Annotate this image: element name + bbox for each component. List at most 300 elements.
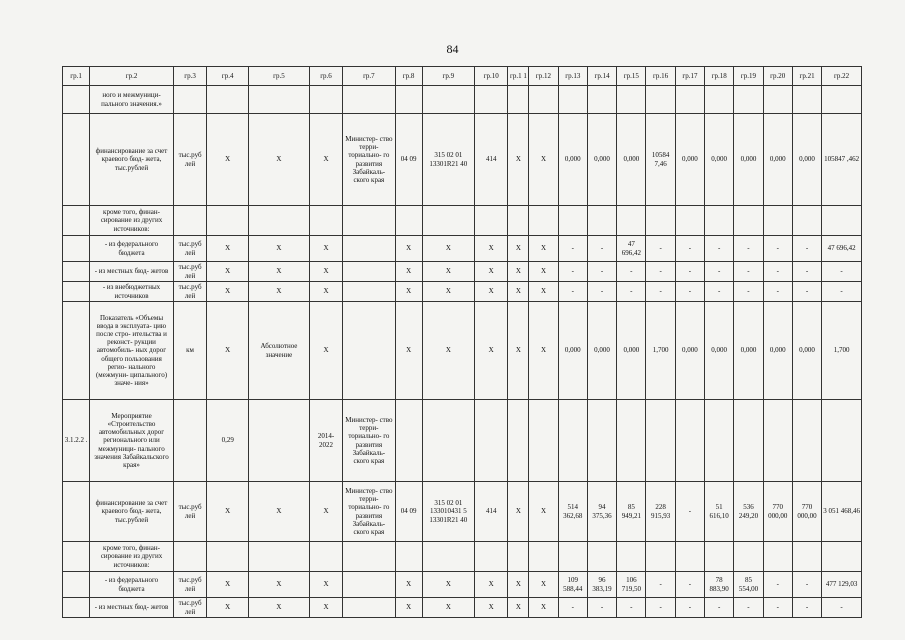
table-cell bbox=[734, 542, 763, 572]
table-cell: Х bbox=[395, 282, 422, 302]
table-cell: 228 915,93 bbox=[646, 482, 675, 542]
table-cell bbox=[63, 302, 90, 400]
table-cell bbox=[587, 206, 616, 236]
table-cell: - bbox=[646, 572, 675, 598]
table-cell: - bbox=[822, 598, 862, 618]
column-header: гр.21 bbox=[792, 67, 821, 86]
table-cell: - bbox=[675, 282, 704, 302]
table-cell bbox=[63, 482, 90, 542]
table-cell: Министер- ство терри- ториально- го развития Забайкаль- ского края bbox=[343, 482, 395, 542]
table-cell bbox=[249, 542, 310, 572]
table-cell: Х bbox=[249, 236, 310, 262]
table-cell: 477 129,03 bbox=[822, 572, 862, 598]
table-cell bbox=[508, 86, 529, 114]
table-cell: - из местных бюд- жетов bbox=[90, 262, 174, 282]
table-cell: Х bbox=[508, 262, 529, 282]
table-cell bbox=[822, 542, 862, 572]
table-cell: Х bbox=[508, 114, 529, 206]
table-cell: - bbox=[705, 262, 734, 282]
table-cell: Х bbox=[249, 114, 310, 206]
table-cell: - bbox=[822, 282, 862, 302]
table-cell bbox=[734, 400, 763, 482]
table-cell: 1,700 bbox=[822, 302, 862, 400]
table-cell: - bbox=[792, 282, 821, 302]
table-cell: Х bbox=[422, 282, 474, 302]
table-cell bbox=[422, 542, 474, 572]
table-cell: 0,000 bbox=[587, 114, 616, 206]
table-cell: - из местных бюд- жетов bbox=[90, 598, 174, 618]
table-cell bbox=[646, 206, 675, 236]
table-cell: 3.1.2.2 . bbox=[63, 400, 90, 482]
table-cell: Х bbox=[309, 114, 342, 206]
table-cell: - bbox=[587, 282, 616, 302]
table-cell: - bbox=[558, 236, 587, 262]
table-cell: Х bbox=[207, 236, 249, 262]
table-cell: кроме того, финан- сирование из других источников: bbox=[90, 206, 174, 236]
table-cell bbox=[173, 86, 206, 114]
table-cell: 514 362,68 bbox=[558, 482, 587, 542]
table-cell: Х bbox=[529, 482, 558, 542]
table-cell: 1,700 bbox=[646, 302, 675, 400]
table-cell: Х bbox=[395, 262, 422, 282]
table-cell: Х bbox=[207, 572, 249, 598]
table-cell: 3 051 468,46 bbox=[822, 482, 862, 542]
table-cell: - bbox=[675, 236, 704, 262]
table-cell bbox=[343, 206, 395, 236]
column-header: гр.6 bbox=[309, 67, 342, 86]
table-cell bbox=[822, 206, 862, 236]
table-cell: Х bbox=[395, 236, 422, 262]
table-cell: - bbox=[675, 262, 704, 282]
table-cell: - bbox=[792, 598, 821, 618]
table-cell bbox=[474, 400, 507, 482]
column-header: гр.13 bbox=[558, 67, 587, 86]
table-cell: 770 000,00 bbox=[792, 482, 821, 542]
table-cell bbox=[558, 400, 587, 482]
table-cell: 0,000 bbox=[734, 302, 763, 400]
table-cell bbox=[395, 86, 422, 114]
table-cell: 04 09 bbox=[395, 114, 422, 206]
table-cell: Х bbox=[249, 262, 310, 282]
table-cell: Х bbox=[309, 262, 342, 282]
table-row bbox=[63, 482, 862, 542]
table-cell: 0,000 bbox=[763, 302, 792, 400]
table-cell: 78 883,90 bbox=[705, 572, 734, 598]
table-cell bbox=[734, 86, 763, 114]
table-cell: Х bbox=[508, 572, 529, 598]
table-cell: - bbox=[705, 282, 734, 302]
table-cell bbox=[207, 86, 249, 114]
column-header: гр.20 bbox=[763, 67, 792, 86]
table-cell: - bbox=[792, 262, 821, 282]
table-cell bbox=[173, 542, 206, 572]
table-cell: 105847 ,462 bbox=[822, 114, 862, 206]
table-cell: Х bbox=[508, 598, 529, 618]
table-cell bbox=[587, 542, 616, 572]
table-cell: 85 949,21 bbox=[617, 482, 646, 542]
column-header: гр.1 bbox=[63, 67, 90, 86]
table-cell bbox=[63, 282, 90, 302]
table-cell: Мероприятие «Строительство автомобильных дорог регионального или межмуници- пального значения Забайкальского края» bbox=[90, 400, 174, 482]
table-cell: 10584 7,46 bbox=[646, 114, 675, 206]
table-cell bbox=[343, 236, 395, 262]
table-cell: Х bbox=[529, 572, 558, 598]
table-cell: 04 09 bbox=[395, 482, 422, 542]
table-cell: 0,000 bbox=[617, 302, 646, 400]
table-cell bbox=[558, 86, 587, 114]
table-cell: Х bbox=[207, 282, 249, 302]
table-cell bbox=[63, 598, 90, 618]
table-cell bbox=[395, 400, 422, 482]
table-cell: Х bbox=[529, 236, 558, 262]
table-cell bbox=[792, 86, 821, 114]
table-cell bbox=[508, 400, 529, 482]
column-header: гр.17 bbox=[675, 67, 704, 86]
table-cell bbox=[309, 542, 342, 572]
table-cell bbox=[309, 206, 342, 236]
table-row bbox=[63, 86, 862, 114]
table-cell bbox=[763, 400, 792, 482]
table-cell: 315 02 01 133010431 5 13301R21 40 bbox=[422, 482, 474, 542]
table-cell: 0,000 bbox=[763, 114, 792, 206]
table-cell: Х bbox=[474, 236, 507, 262]
table-cell: км bbox=[173, 302, 206, 400]
table-cell bbox=[792, 206, 821, 236]
table-cell bbox=[343, 302, 395, 400]
table-cell bbox=[63, 206, 90, 236]
table-cell bbox=[395, 542, 422, 572]
table-cell: 85 554,00 bbox=[734, 572, 763, 598]
column-header: гр.4 bbox=[207, 67, 249, 86]
table-cell bbox=[646, 86, 675, 114]
table-cell bbox=[675, 400, 704, 482]
table-cell: 96 383,19 bbox=[587, 572, 616, 598]
table-cell: - bbox=[763, 572, 792, 598]
table-cell: - bbox=[734, 598, 763, 618]
table-cell bbox=[63, 542, 90, 572]
table-cell: Х bbox=[529, 282, 558, 302]
table-cell: 770 000,00 bbox=[763, 482, 792, 542]
table-cell: Показатель «Объемы ввода в эксплуата- цию после стро- ительства и реконст- рукции автомобиль- ных дорог общего пользования регио- нального (межмуни- ципального) значе- ния» bbox=[90, 302, 174, 400]
table-cell: Х bbox=[207, 302, 249, 400]
table-cell: Х bbox=[529, 598, 558, 618]
table-row bbox=[63, 572, 862, 598]
table-cell bbox=[587, 86, 616, 114]
table-cell bbox=[63, 262, 90, 282]
table-cell bbox=[705, 400, 734, 482]
table-cell bbox=[792, 400, 821, 482]
table-cell: тыс.руб лей bbox=[173, 598, 206, 618]
table-cell: Х bbox=[422, 598, 474, 618]
table-cell: - bbox=[734, 236, 763, 262]
table-cell: - bbox=[792, 236, 821, 262]
table-cell bbox=[422, 400, 474, 482]
table-cell: Х bbox=[309, 236, 342, 262]
table-cell: - bbox=[646, 598, 675, 618]
table-cell bbox=[173, 206, 206, 236]
table-cell: - bbox=[675, 572, 704, 598]
table-cell: Х bbox=[207, 262, 249, 282]
table-cell: 47 696,42 bbox=[617, 236, 646, 262]
table-cell bbox=[734, 206, 763, 236]
table-cell: кроме того, финан- сирование из других источников: bbox=[90, 542, 174, 572]
table-cell: 0,000 bbox=[587, 302, 616, 400]
table-cell: 0,000 bbox=[734, 114, 763, 206]
table-cell bbox=[474, 542, 507, 572]
table-cell: Х bbox=[395, 302, 422, 400]
table-cell: 51 616,10 bbox=[705, 482, 734, 542]
table-cell: 414 bbox=[474, 114, 507, 206]
page-number: 84 bbox=[446, 42, 459, 56]
table-cell: - из внебюджетных источников bbox=[90, 282, 174, 302]
table-cell: - bbox=[617, 598, 646, 618]
table-cell: Х bbox=[309, 282, 342, 302]
table-row bbox=[63, 542, 862, 572]
table-cell bbox=[173, 400, 206, 482]
table-cell: тыс.руб лей bbox=[173, 114, 206, 206]
table-cell bbox=[529, 206, 558, 236]
table-cell: - bbox=[646, 236, 675, 262]
table-cell: 47 696,42 bbox=[822, 236, 862, 262]
table-cell: - bbox=[587, 262, 616, 282]
table-cell bbox=[63, 86, 90, 114]
table-cell: - bbox=[558, 282, 587, 302]
table-cell: тыс.руб лей bbox=[173, 262, 206, 282]
table-cell bbox=[705, 86, 734, 114]
table-cell: Х bbox=[508, 236, 529, 262]
table-row bbox=[63, 282, 862, 302]
table-cell bbox=[617, 86, 646, 114]
table-cell bbox=[617, 206, 646, 236]
table-row bbox=[63, 114, 862, 206]
table-cell: Х bbox=[395, 572, 422, 598]
table-cell: тыс.руб лей bbox=[173, 236, 206, 262]
column-header: гр.5 bbox=[249, 67, 310, 86]
table-cell bbox=[617, 542, 646, 572]
table-cell: Х bbox=[422, 236, 474, 262]
table-cell: 0,000 bbox=[705, 302, 734, 400]
table-cell: - bbox=[558, 262, 587, 282]
table-cell bbox=[646, 400, 675, 482]
table-cell bbox=[343, 542, 395, 572]
table-row bbox=[63, 302, 862, 400]
table-cell: - bbox=[617, 262, 646, 282]
table-cell: - bbox=[792, 572, 821, 598]
table-cell: Х bbox=[207, 114, 249, 206]
table-cell bbox=[207, 206, 249, 236]
table-cell: Х bbox=[474, 262, 507, 282]
table-cell bbox=[474, 86, 507, 114]
table-cell: Министер- ство терри- ториально- го развития Забайкаль- ского края bbox=[343, 400, 395, 482]
table-cell: Х bbox=[474, 598, 507, 618]
table-cell: Х bbox=[529, 262, 558, 282]
table-cell: Х bbox=[207, 482, 249, 542]
column-header: гр.1 1 bbox=[508, 67, 529, 86]
column-header: гр.16 bbox=[646, 67, 675, 86]
table-cell bbox=[675, 206, 704, 236]
table-cell: - bbox=[734, 282, 763, 302]
table-cell bbox=[474, 206, 507, 236]
table-cell bbox=[792, 542, 821, 572]
table-cell bbox=[63, 572, 90, 598]
table-cell: 315 02 01 13301R21 40 bbox=[422, 114, 474, 206]
table-cell bbox=[508, 206, 529, 236]
table-row bbox=[63, 236, 862, 262]
table-cell: 0,000 bbox=[792, 302, 821, 400]
table-cell: финансирование за счет краевого бюд- жета, тыс.рублей bbox=[90, 114, 174, 206]
table-cell: ного и межмуници- пального значения.» bbox=[90, 86, 174, 114]
table-cell: - bbox=[587, 236, 616, 262]
table-cell: 0,000 bbox=[792, 114, 821, 206]
table-cell bbox=[558, 206, 587, 236]
table-cell bbox=[587, 400, 616, 482]
table-cell: 0,29 bbox=[207, 400, 249, 482]
table-cell: Х bbox=[249, 482, 310, 542]
table-cell: Х bbox=[474, 302, 507, 400]
table-cell: финансирование за счет краевого бюд- жета, тыс.рублей bbox=[90, 482, 174, 542]
table-cell: - bbox=[646, 282, 675, 302]
column-header: гр.15 bbox=[617, 67, 646, 86]
table-cell: 2014- 2022 bbox=[309, 400, 342, 482]
table-cell bbox=[675, 86, 704, 114]
table-cell bbox=[558, 542, 587, 572]
column-header: гр.3 bbox=[173, 67, 206, 86]
table-cell bbox=[822, 86, 862, 114]
table-cell: Х bbox=[207, 598, 249, 618]
table-cell: тыс.руб лей bbox=[173, 282, 206, 302]
table-cell: тыс.руб лей bbox=[173, 572, 206, 598]
table-cell: Х bbox=[249, 282, 310, 302]
table-cell bbox=[63, 236, 90, 262]
table-cell: - bbox=[617, 282, 646, 302]
table-cell: - bbox=[763, 282, 792, 302]
table-cell bbox=[705, 542, 734, 572]
table-cell bbox=[395, 206, 422, 236]
table-cell: - bbox=[763, 598, 792, 618]
table-cell: - bbox=[646, 262, 675, 282]
table-cell: 0,000 bbox=[675, 302, 704, 400]
column-header: гр.9 bbox=[422, 67, 474, 86]
table-cell bbox=[763, 86, 792, 114]
table-cell: Х bbox=[309, 302, 342, 400]
table-cell bbox=[249, 400, 310, 482]
table-cell: Министер- ство терри- ториально- го развития Забайкаль- ского края bbox=[343, 114, 395, 206]
table-cell: - bbox=[675, 482, 704, 542]
table-cell: - bbox=[705, 236, 734, 262]
table-cell: Х bbox=[529, 302, 558, 400]
column-header: гр.14 bbox=[587, 67, 616, 86]
table-cell: - bbox=[734, 262, 763, 282]
table-cell: 0,000 bbox=[675, 114, 704, 206]
table-cell: 0,000 bbox=[558, 114, 587, 206]
table-cell: тыс.руб лей bbox=[173, 482, 206, 542]
table-cell: Х bbox=[395, 598, 422, 618]
table-cell: - bbox=[763, 236, 792, 262]
column-header: гр.18 bbox=[705, 67, 734, 86]
table-cell: - bbox=[587, 598, 616, 618]
column-header: гр.19 bbox=[734, 67, 763, 86]
table-cell bbox=[343, 572, 395, 598]
table-row bbox=[63, 262, 862, 282]
table-cell: - bbox=[822, 262, 862, 282]
column-header: гр.2 bbox=[90, 67, 174, 86]
table-cell: Х bbox=[529, 114, 558, 206]
table-cell: - bbox=[763, 262, 792, 282]
table-cell bbox=[343, 262, 395, 282]
table-cell bbox=[675, 542, 704, 572]
table-row bbox=[63, 206, 862, 236]
table-cell: 0,000 bbox=[705, 114, 734, 206]
table-cell: - bbox=[675, 598, 704, 618]
table-cell: - из федерального бюджета bbox=[90, 236, 174, 262]
table-cell: Х bbox=[508, 482, 529, 542]
table-cell bbox=[309, 86, 342, 114]
table-cell bbox=[529, 86, 558, 114]
table-cell: Х bbox=[422, 262, 474, 282]
table-cell bbox=[822, 400, 862, 482]
table-cell: Х bbox=[422, 572, 474, 598]
table-cell bbox=[763, 206, 792, 236]
table-cell: - bbox=[558, 598, 587, 618]
table-cell bbox=[422, 86, 474, 114]
table-cell: 106 719,50 bbox=[617, 572, 646, 598]
table-cell: Х bbox=[309, 572, 342, 598]
column-header: гр.7 bbox=[343, 67, 395, 86]
table-cell bbox=[249, 86, 310, 114]
table-cell bbox=[646, 542, 675, 572]
table-cell: Х bbox=[474, 282, 507, 302]
table-cell: Х bbox=[422, 302, 474, 400]
table-cell bbox=[207, 542, 249, 572]
table-cell bbox=[529, 400, 558, 482]
table-cell bbox=[705, 206, 734, 236]
table-cell: 109 588,44 bbox=[558, 572, 587, 598]
table-cell: 94 375,36 bbox=[587, 482, 616, 542]
column-header: гр.22 bbox=[822, 67, 862, 86]
table-cell: - bbox=[705, 598, 734, 618]
table-cell: Х bbox=[309, 598, 342, 618]
table-row bbox=[63, 400, 862, 482]
column-header: гр.8 bbox=[395, 67, 422, 86]
table-cell bbox=[343, 86, 395, 114]
table-cell bbox=[529, 542, 558, 572]
table-cell bbox=[343, 282, 395, 302]
table-cell bbox=[249, 206, 310, 236]
table-cell: 536 249,20 bbox=[734, 482, 763, 542]
header-row bbox=[63, 67, 862, 86]
table-cell: Х bbox=[474, 572, 507, 598]
table-cell bbox=[343, 598, 395, 618]
table-cell bbox=[63, 114, 90, 206]
table-cell bbox=[617, 400, 646, 482]
table-cell bbox=[763, 542, 792, 572]
table-cell: Х bbox=[508, 282, 529, 302]
table-cell: - из федерального бюджета bbox=[90, 572, 174, 598]
table-cell: 0,000 bbox=[558, 302, 587, 400]
table-row bbox=[63, 598, 862, 618]
table-cell bbox=[508, 542, 529, 572]
column-header: гр.10 bbox=[474, 67, 507, 86]
table-cell: Х bbox=[309, 482, 342, 542]
table-cell: 414 bbox=[474, 482, 507, 542]
column-header: гр.12 bbox=[529, 67, 558, 86]
budget-table bbox=[62, 66, 862, 618]
table-cell: Х bbox=[249, 598, 310, 618]
table-cell: Х bbox=[249, 572, 310, 598]
table-cell: 0,000 bbox=[617, 114, 646, 206]
table-cell: Абсолютное значение bbox=[249, 302, 310, 400]
table-cell bbox=[422, 206, 474, 236]
